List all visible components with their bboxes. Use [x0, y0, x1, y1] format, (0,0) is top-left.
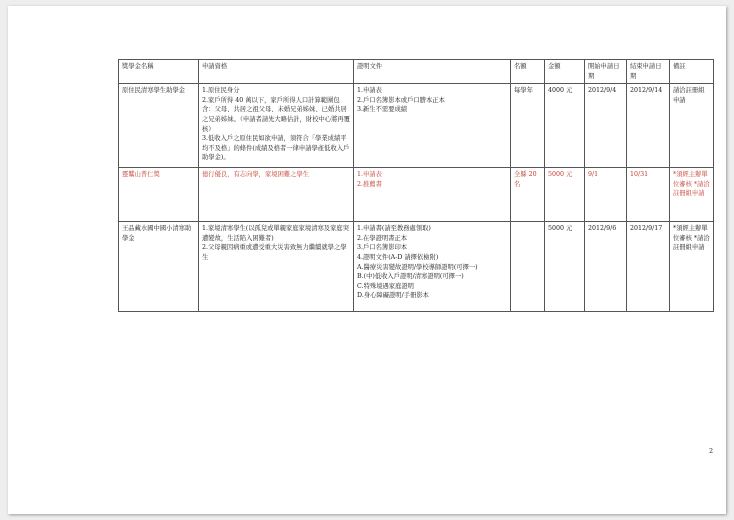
table-row	[119, 84, 714, 168]
amount-cell: 5000 元	[545, 222, 585, 312]
note-cell: *須經主辦單位審核 *請洽註冊組申請	[670, 168, 714, 222]
documents-cell	[354, 168, 511, 222]
table-row	[119, 222, 714, 312]
note-cell: 請洽註冊組申請	[670, 84, 714, 168]
eligibility-cell	[199, 84, 354, 168]
document-line: B.(中)低收入戶證明/清寒證明(可擇一)	[357, 273, 464, 281]
document-line: 3.戶口名簿影印本	[357, 244, 408, 252]
table-header-row	[119, 60, 714, 84]
eligibility-line: 德行優良，有志向學，家境困難之學生	[202, 171, 310, 179]
document-line: 1.申請表	[357, 87, 382, 95]
header-cell: 申請資格	[199, 60, 354, 84]
header-cell: 獎學金名稱	[119, 60, 199, 84]
header-cell: 證明文件	[354, 60, 511, 84]
document-line: A.醫療災害變故證明/學校導師證明(可擇一)	[357, 263, 478, 271]
header-cell: 金額	[545, 60, 585, 84]
document-line: 2.在學證明書正本	[357, 234, 408, 242]
eligibility-line: 1.家境清寒學生(以孤兒或單親家庭家境清寒及家庭突遭變故，生活陷入困難者)	[202, 225, 349, 242]
end-date-cell: 2012/9/17	[627, 222, 670, 312]
header-cell: 名額	[511, 60, 545, 84]
document-line: 2.戶口名簿影本或戶口謄本正本	[357, 96, 445, 104]
document-line: 4.證明文件(A-D 請擇依檢附)	[357, 253, 439, 261]
start-date-cell: 2012/9/4	[585, 84, 627, 168]
end-date-cell: 10/31	[627, 168, 670, 222]
eligibility-cell	[199, 168, 354, 222]
header-cell: 結束申請日期	[627, 60, 670, 84]
document-line: C.特殊境遇家庭證明	[357, 282, 414, 290]
header-cell: 備註	[670, 60, 714, 84]
quota-cell: 全縣 20 名	[511, 168, 545, 222]
start-date-cell: 9/1	[585, 168, 627, 222]
document-line: 3.新生不需要成績	[357, 106, 408, 114]
eligibility-line: 3.低收入戶之原住民如欲申請，須符合「學業成績平均不及格」的條件(成績及格者一律申請學產低收入戶助學金)。	[202, 135, 350, 162]
document-line: D.身心障礙證明/手冊影本	[357, 292, 429, 300]
quota-cell: 每學年	[511, 84, 545, 168]
documents-cell	[354, 222, 511, 312]
quota-cell	[511, 222, 545, 312]
scholarship-table	[118, 59, 714, 312]
eligibility-line: 1.原住民身分	[202, 87, 240, 95]
document-line: 2.推薦書	[357, 180, 382, 188]
header-cell: 開始申請日期	[585, 60, 627, 84]
document-page	[8, 6, 726, 514]
scholarship-name: 原住民清寒學生助學金	[119, 84, 199, 168]
scholarship-name: 王品藏水國中國小清寒助學金	[119, 222, 199, 312]
amount-cell: 5000 元	[545, 168, 585, 222]
note-cell: *須經主辦單位審核 *請洽註冊組申請	[670, 222, 714, 312]
eligibility-line: 2.父母親因病重或遭受重大災害致無力繼續就學之學生	[202, 244, 347, 261]
start-date-cell: 2012/9/6	[585, 222, 627, 312]
amount-cell: 4000 元	[545, 84, 585, 168]
eligibility-line: 2.家戶所得 40 萬以下，家戶所得人口計算範圍包含：父母、共居之祖父母、未婚兄弟姊妹、已婚共居之兄弟姊妹。（申請者請先大略估計，財校中心將再覆核）	[202, 96, 350, 133]
document-line: 1.申請表	[357, 171, 382, 179]
documents-cell	[354, 84, 511, 168]
document-line: 1.申請書(請至教務處領取)	[357, 225, 431, 233]
end-date-cell: 2012/9/14	[627, 84, 670, 168]
table-row	[119, 168, 714, 222]
page-number: 2	[709, 447, 714, 455]
scholarship-name: 靈鷲山普仁獎	[119, 168, 199, 222]
eligibility-cell	[199, 222, 354, 312]
